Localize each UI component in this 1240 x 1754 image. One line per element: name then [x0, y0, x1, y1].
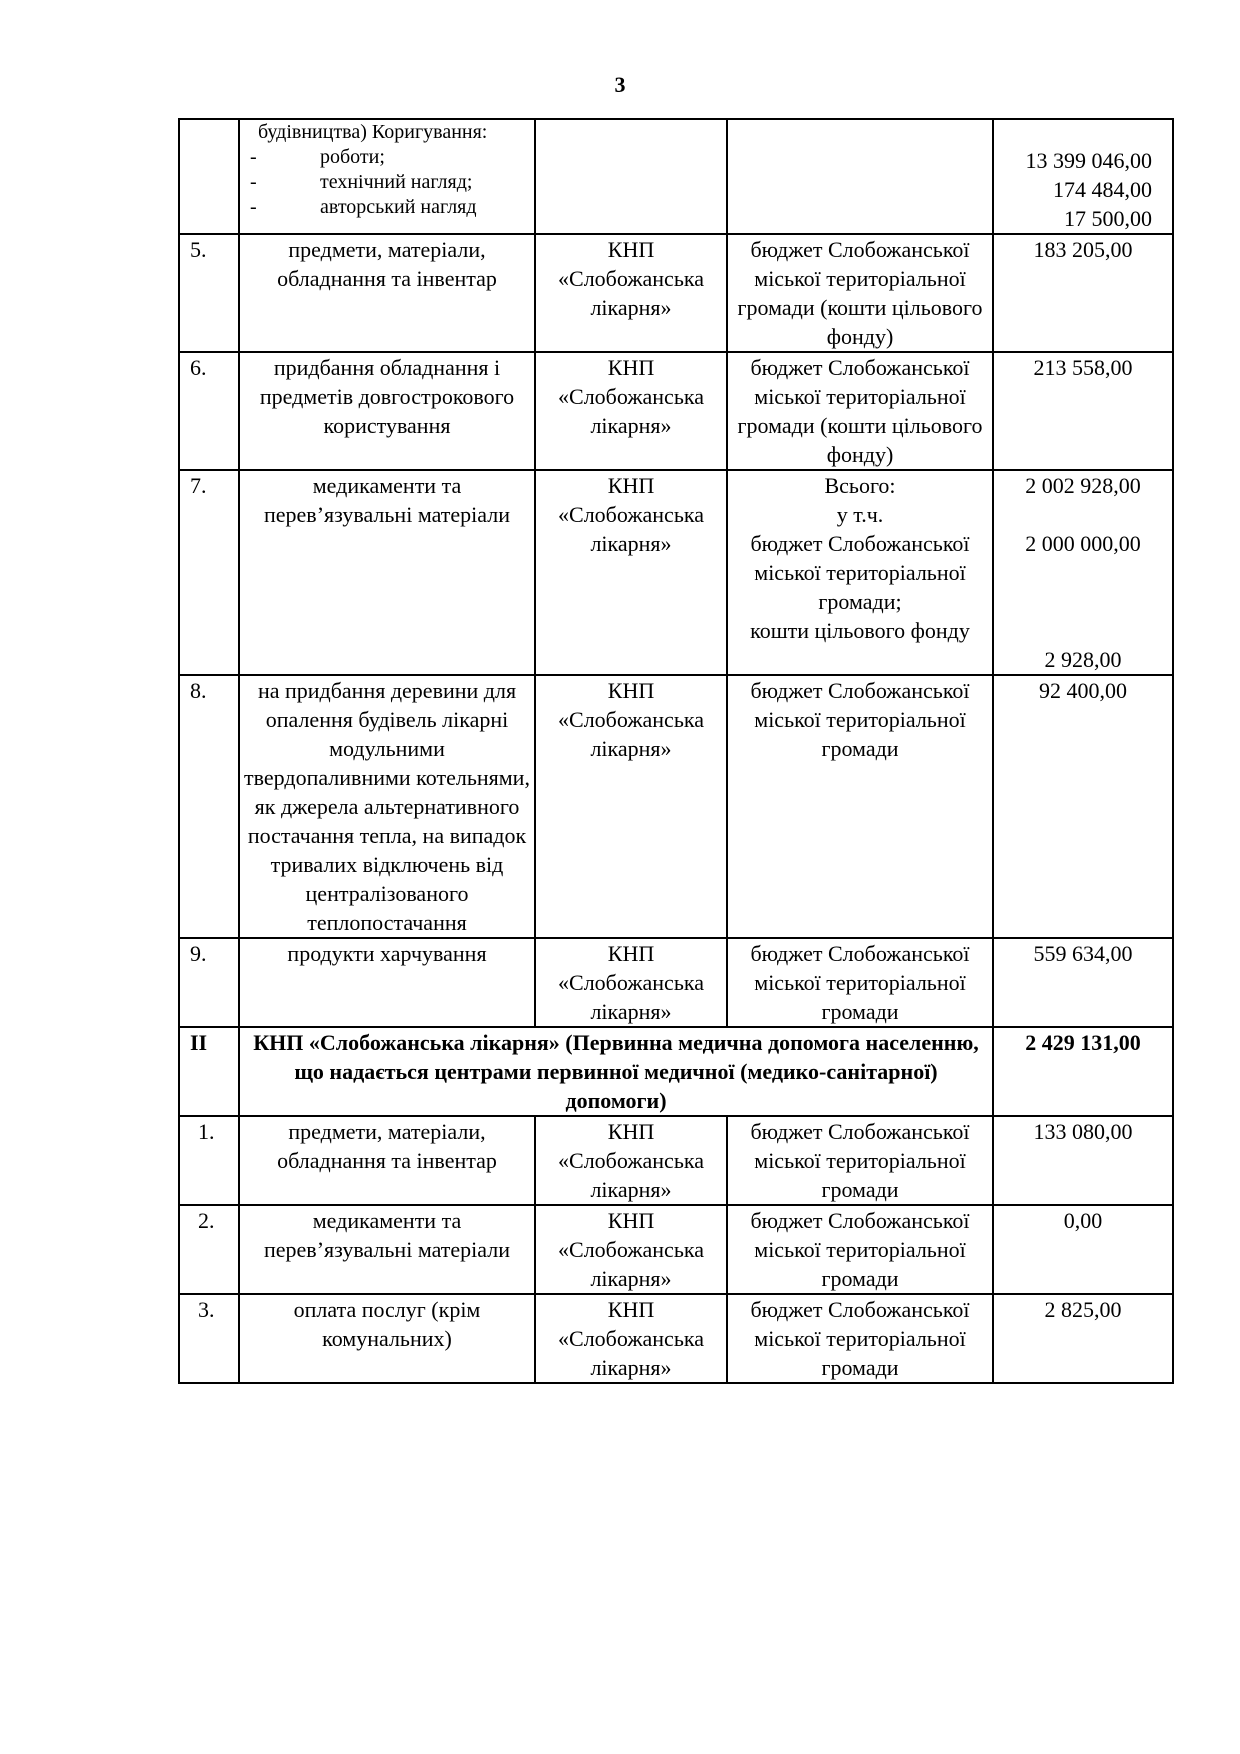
table-row-continuation: [179, 119, 1173, 234]
sum-total: 2 002 928,00: [1025, 473, 1141, 498]
row-number: 9.: [179, 938, 239, 1027]
row-source: бюджет Слобожанської міської територіальної громади (кошти цільового фонду): [727, 234, 993, 352]
table-row: [179, 470, 1173, 675]
section-title: КНП «Слобожанська лікарня» (Первинна медична допомога населенню, що надається центрами первинної медичної (медико-санітарної) допомоги): [239, 1027, 993, 1116]
row-number: 7.: [179, 470, 239, 675]
row-number: 2.: [179, 1205, 239, 1294]
list-item: - технічний нагляд;: [250, 171, 473, 193]
row-sum: [993, 470, 1173, 675]
row-number: 6.: [179, 352, 239, 470]
row-name: на придбання деревини для опалення будівель лікарні модульними твердопаливними котельнями, як джерела альтернативного постачання тепла, на випадок тривалих відключень від централізованого теплопостачання: [239, 675, 535, 938]
table-row: [179, 675, 1173, 938]
row-sum: 213 558,00: [993, 352, 1173, 470]
table-row: [179, 938, 1173, 1027]
table-row: [179, 352, 1173, 470]
row-name: оплата послуг (крім комунальних): [239, 1294, 535, 1383]
row-sum: 133 080,00: [993, 1116, 1173, 1205]
list-item: - роботи;: [250, 146, 385, 168]
budget-table: [178, 118, 1174, 1384]
row-executor: КНП «Слобожанська лікарня»: [535, 675, 727, 938]
row-source: бюджет Слобожанської міської територіальної громади: [727, 938, 993, 1027]
row-executor: КНП «Слобожанська лікарня»: [535, 470, 727, 675]
source-including-label: у т.ч.: [836, 502, 884, 527]
source-budget-label: бюджет Слобожанської міської територіальної громади;: [750, 531, 970, 614]
row-executor: КНП «Слобожанська лікарня»: [535, 1116, 727, 1205]
row-source: [727, 470, 993, 675]
row-source: бюджет Слобожанської міської територіальної громади: [727, 1205, 993, 1294]
row-executor: КНП «Слобожанська лікарня»: [535, 1294, 727, 1383]
row-executor: КНП «Слобожанська лікарня»: [535, 234, 727, 352]
row-name: медикаменти та перев’язувальні матеріали: [239, 1205, 535, 1294]
row-sum: 2 825,00: [993, 1294, 1173, 1383]
row-source: бюджет Слобожанської міської територіальної громади: [727, 675, 993, 938]
row-source: бюджет Слобожанської міської територіальної громади: [727, 1294, 993, 1383]
row-sum: 559 634,00: [993, 938, 1173, 1027]
source-total-label: Всього:: [824, 473, 896, 498]
row-name: придбання обладнання і предметів довгострокового користування: [239, 352, 535, 470]
row-executor: КНП «Слобожанська лікарня»: [535, 1205, 727, 1294]
continuation-sums: 13 399 046,00 174 484,00 17 500,00: [993, 119, 1173, 234]
row-name: продукти харчування: [239, 938, 535, 1027]
section-row: [179, 1027, 1173, 1116]
row-source: бюджет Слобожанської міської територіальної громади: [727, 1116, 993, 1205]
row-number: 1.: [179, 1116, 239, 1205]
row-sum: 0,00: [993, 1205, 1173, 1294]
section-sum: 2 429 131,00: [993, 1027, 1173, 1116]
row-executor: КНП «Слобожанська лікарня»: [535, 352, 727, 470]
row-number: 8.: [179, 675, 239, 938]
page-number: 3: [614, 72, 626, 97]
row-source: бюджет Слобожанської міської територіальної громади (кошти цільового фонду): [727, 352, 993, 470]
list-item: - авторський нагляд: [250, 196, 477, 218]
row-name: предмети, матеріали, обладнання та інвентар: [239, 234, 535, 352]
row-executor: КНП «Слобожанська лікарня»: [535, 938, 727, 1027]
section-number: II: [179, 1027, 239, 1116]
table-row: [179, 1294, 1173, 1383]
row-name: медикаменти та перев’язувальні матеріали: [239, 470, 535, 675]
row-number: 3.: [179, 1294, 239, 1383]
row-sum: 183 205,00: [993, 234, 1173, 352]
row-number: 5.: [179, 234, 239, 352]
continuation-heading: будівництва) Коригування:: [258, 121, 488, 143]
table-row: [179, 1205, 1173, 1294]
row-name: предмети, матеріали, обладнання та інвентар: [239, 1116, 535, 1205]
sum-budget: 2 000 000,00: [1025, 531, 1141, 556]
sum-fund: 2 928,00: [1044, 647, 1122, 672]
source-fund-label: кошти цільового фонду: [750, 618, 970, 643]
table-row: [179, 1116, 1173, 1205]
table-row: [179, 234, 1173, 352]
row-sum: 92 400,00: [993, 675, 1173, 938]
